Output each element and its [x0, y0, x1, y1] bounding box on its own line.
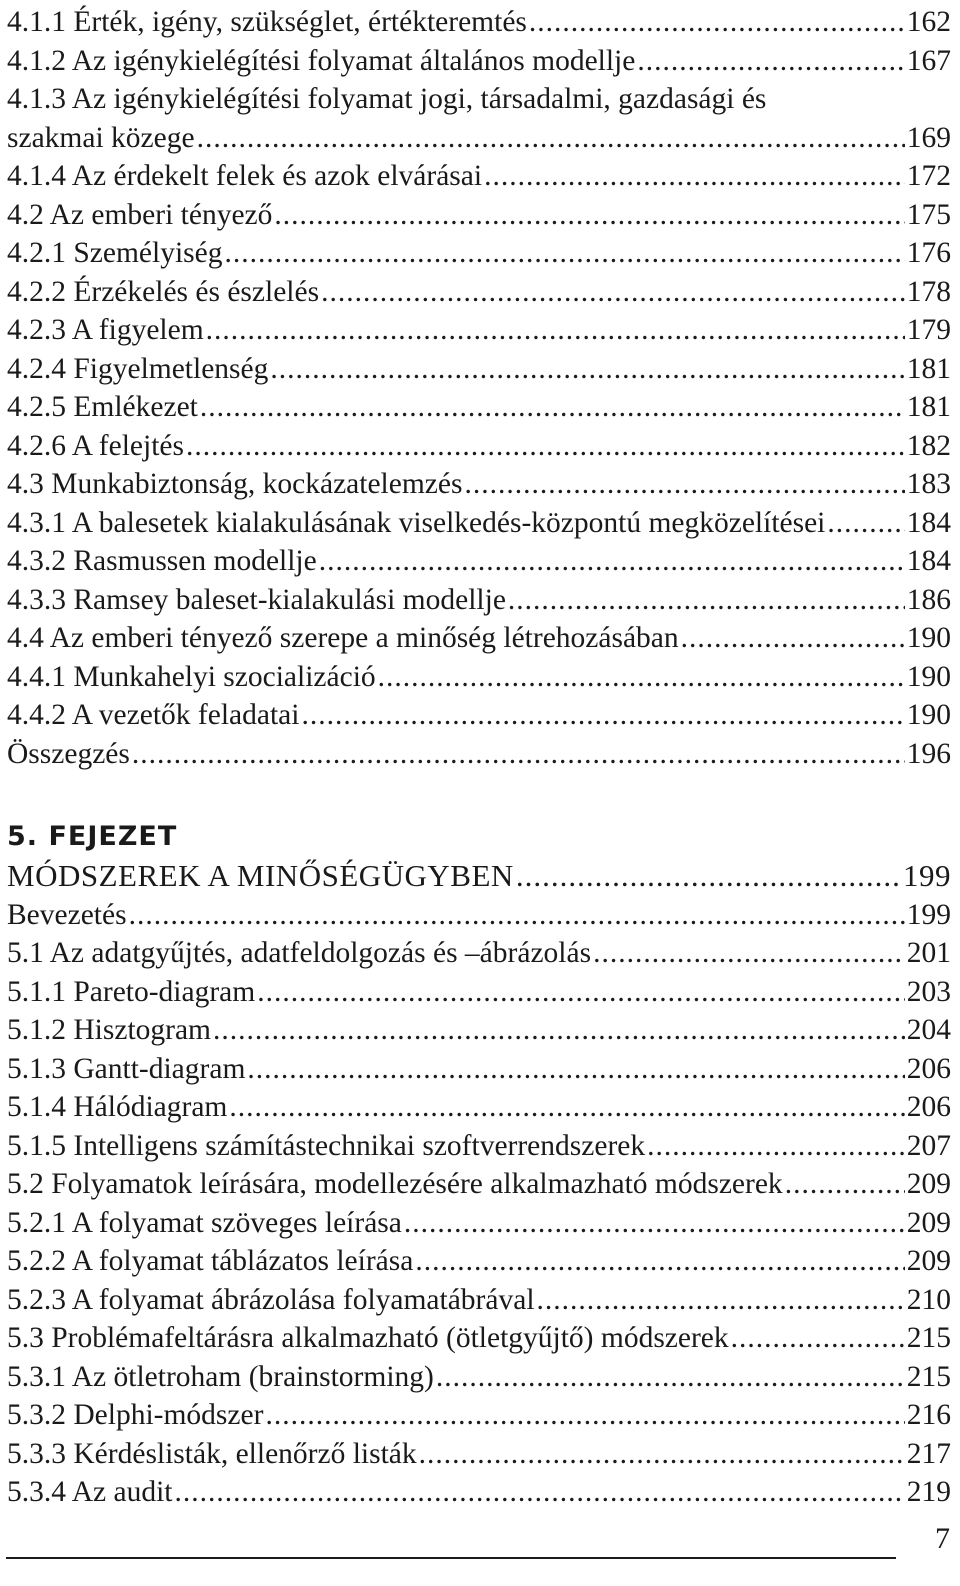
toc-section-chapter-4	[7, 3, 951, 773]
toc-entry[interactable]	[7, 896, 951, 935]
toc-entry[interactable]	[7, 42, 951, 81]
toc-entry-page: 219	[906, 1476, 951, 1508]
toc-entry-page: 206	[906, 1052, 951, 1085]
dot-leader	[537, 1281, 905, 1320]
toc-entry-page: 162	[906, 6, 951, 38]
toc-entry-label: 5.2.3 A folyamat ábrázolása folyamatábrával	[7, 1283, 535, 1316]
toc-entry[interactable]	[7, 1165, 951, 1204]
dot-leader	[197, 119, 905, 158]
toc-entry-page: 176	[906, 237, 951, 269]
toc-entry[interactable]	[7, 1281, 951, 1320]
toc-entry-page: 215	[906, 1322, 951, 1354]
dot-leader	[731, 1319, 905, 1358]
toc-entry[interactable]	[7, 973, 951, 1012]
dot-leader	[175, 1473, 905, 1512]
dot-leader	[593, 934, 905, 973]
chapter-label: 5. FEJEZET	[7, 821, 178, 852]
toc-entry-label: 5.3.2 Delphi-módszer	[7, 1399, 264, 1431]
dot-leader	[229, 1088, 904, 1127]
toc-entry-label: 5.1 Az adatgyűjtés, adatfeldolgozás és –ábrázolás	[7, 937, 592, 969]
dot-leader	[827, 504, 904, 543]
toc-entry[interactable]	[7, 427, 951, 466]
dot-leader	[129, 896, 905, 935]
dot-leader	[301, 696, 904, 735]
dot-leader	[265, 1396, 904, 1435]
toc-entry[interactable]	[7, 1473, 951, 1512]
dot-leader	[404, 1204, 905, 1243]
toc-entry-label: 4.4.1 Munkahelyi szocializáció	[7, 660, 376, 693]
toc-entry[interactable]	[7, 119, 951, 158]
dot-leader	[436, 1358, 905, 1397]
toc-entry-label: 5.1.2 Hisztogram	[7, 1014, 212, 1046]
toc-entry-label: 4.3.3 Ramsey baleset-kialakulási modellje	[7, 583, 506, 616]
toc-entry-page: 196	[906, 737, 951, 770]
toc-entry-label: 4.3.2 Rasmussen modellje	[7, 545, 317, 577]
toc-entry[interactable]	[7, 1435, 951, 1474]
toc-entry[interactable]	[7, 934, 951, 973]
toc-entry[interactable]	[7, 1204, 951, 1243]
toc-entry-page: 203	[906, 975, 951, 1008]
dot-leader	[516, 857, 901, 896]
dot-leader	[206, 311, 905, 350]
toc-entry-page: 181	[906, 352, 951, 385]
toc-entry-label: 5.2.2 A folyamat táblázatos leírása	[7, 1245, 414, 1277]
table-of-contents	[7, 3, 951, 1512]
toc-entry-page: 215	[906, 1360, 951, 1393]
toc-entry-page: 217	[906, 1437, 951, 1470]
toc-entry[interactable]	[7, 542, 951, 581]
toc-entry-label: 4.2.2 Érzékelés és észlelés	[7, 275, 320, 308]
chapter-title: MÓDSZEREK A MINŐSÉGÜGYBEN	[7, 858, 514, 893]
toc-entry[interactable]	[7, 234, 951, 273]
toc-entry-label: 4.2.5 Emlékezet	[7, 391, 198, 423]
toc-entry-page: 190	[906, 622, 951, 654]
toc-entry-label: 5.2 Folyamatok leírására, modellezésére alkalmazható módszerek	[7, 1168, 783, 1200]
toc-entry[interactable]	[7, 1011, 951, 1050]
toc-entry-page: 204	[906, 1014, 951, 1046]
toc-entry-page: 175	[906, 198, 951, 231]
toc-entry-page: 172	[906, 160, 951, 192]
dot-leader	[200, 388, 905, 427]
toc-entry[interactable]	[7, 1319, 951, 1358]
dot-leader	[321, 273, 905, 312]
toc-entry-label: 4.3.1 A balesetek kialakulásának viselkedés-központú megközelítései	[7, 506, 826, 539]
toc-entry[interactable]	[7, 1396, 951, 1435]
toc-entry[interactable]	[7, 388, 951, 427]
toc-entry-label: 5.3 Problémafeltárásra alkalmazható (ötletgyűjtő) módszerek	[7, 1322, 729, 1354]
toc-entry[interactable]	[7, 3, 951, 42]
dot-leader	[224, 234, 904, 273]
dot-leader	[132, 735, 905, 774]
toc-entry-label: Bevezetés	[7, 898, 127, 931]
toc-entry-label: 5.1.3 Gantt-diagram	[7, 1052, 246, 1085]
toc-entry-page: 190	[906, 699, 951, 731]
chapter-gap	[7, 773, 951, 817]
footer-rule	[6, 1557, 896, 1559]
dot-leader	[785, 1165, 905, 1204]
dot-leader	[508, 581, 905, 620]
toc-entry-page: 184	[906, 545, 951, 577]
toc-entry-label: 5.2.1 A folyamat szöveges leírása	[7, 1206, 402, 1239]
toc-section-chapter-5	[7, 896, 951, 1512]
toc-entry-label: 4.1.4 Az érdekelt felek és azok elvárásai	[7, 160, 483, 192]
dot-leader	[186, 427, 905, 466]
toc-entry-label: 4.4 Az emberi tényező szerepe a minőség létrehozásában	[7, 622, 679, 654]
dot-leader	[464, 465, 904, 504]
dot-leader	[257, 973, 905, 1012]
toc-entry[interactable]	[7, 696, 951, 735]
dot-leader	[213, 1011, 905, 1050]
toc-entry[interactable]	[7, 619, 951, 658]
dot-leader	[319, 542, 905, 581]
toc-entry-label: 5.1.5 Intelligens számítástechnikai szoftverrendszerek	[7, 1129, 646, 1162]
toc-entry-label: 4.2 Az emberi tényező	[7, 198, 273, 231]
toc-entry-label: Összegzés	[7, 737, 130, 770]
toc-entry-label: 4.2.3 A figyelem	[7, 314, 204, 346]
toc-entry-page: 209	[906, 1206, 951, 1239]
toc-entry-label: 5.3.1 Az ötletroham (brainstorming)	[7, 1360, 434, 1393]
toc-entry-page: 209	[906, 1245, 951, 1277]
toc-entry-label: 4.4.2 A vezetők feladatai	[7, 699, 300, 731]
toc-entry-page: 186	[906, 583, 951, 616]
dot-leader	[647, 1127, 905, 1166]
toc-entry[interactable]	[7, 658, 951, 697]
toc-entry-label: 5.3.3 Kérdéslisták, ellenőrző listák	[7, 1437, 417, 1470]
toc-entry-label: 5.1.1 Pareto-diagram	[7, 975, 256, 1008]
toc-entry-page: 190	[906, 660, 951, 693]
toc-entry-page: 210	[906, 1283, 951, 1316]
toc-entry[interactable]	[7, 1088, 951, 1127]
toc-entry-page: 179	[906, 314, 951, 346]
dot-leader	[415, 1242, 904, 1281]
toc-entry-page: 209	[906, 1168, 951, 1200]
toc-entry[interactable]	[7, 273, 951, 312]
toc-entry-page: 184	[906, 506, 951, 539]
toc-entry[interactable]	[7, 157, 951, 196]
toc-entry-label: 4.2.1 Személyiség	[7, 237, 223, 269]
toc-entry-label: 4.1.2 Az igénykielégítési folyamat általános modellje	[7, 44, 636, 77]
toc-entry-label: szakmai közege	[7, 121, 195, 154]
toc-entry-page: 178	[906, 275, 951, 308]
dot-leader	[681, 619, 905, 658]
toc-entry-label: 4.2.4 Figyelmetlenség	[7, 352, 269, 385]
toc-entry-page: 183	[906, 468, 951, 500]
toc-entry[interactable]	[7, 735, 951, 774]
dot-leader	[419, 1435, 905, 1474]
toc-entry[interactable]	[7, 1242, 951, 1281]
dot-leader	[637, 42, 904, 81]
toc-entry-label: 5.3.4 Az audit	[7, 1476, 173, 1508]
dot-leader	[270, 350, 904, 389]
toc-entry[interactable]	[7, 1050, 951, 1089]
toc-entry-label: 4.3 Munkabiztonság, kockázatelemzés	[7, 468, 463, 500]
toc-entry-page: 182	[906, 429, 951, 462]
dot-leader	[484, 157, 905, 196]
toc-entry-page: 201	[906, 937, 951, 969]
toc-entry-page: 199	[906, 898, 951, 931]
chapter-title-entry[interactable]	[7, 857, 951, 896]
dot-leader	[274, 196, 904, 235]
toc-entry-page: 207	[906, 1129, 951, 1162]
toc-entry-label: 5.1.4 Hálódiagram	[7, 1091, 228, 1123]
toc-entry-page: 167	[906, 44, 951, 77]
toc-entry-label: 4.1.3 Az igénykielégítési folyamat jogi, társadalmi, gazdasági és	[7, 83, 767, 115]
toc-entry-page: 169	[906, 121, 951, 154]
page-number: 7	[935, 1522, 950, 1555]
toc-entry-label: 4.1.1 Érték, igény, szükséglet, értékteremtés	[7, 6, 527, 38]
dot-leader	[247, 1050, 904, 1089]
toc-entry[interactable]	[7, 465, 951, 504]
toc-entry[interactable]	[7, 311, 951, 350]
toc-entry-page: 181	[906, 391, 951, 423]
toc-entry[interactable]	[7, 350, 951, 389]
toc-entry[interactable]	[7, 196, 951, 235]
toc-entry-page: 216	[906, 1399, 951, 1431]
toc-entry[interactable]	[7, 504, 951, 543]
toc-entry[interactable]	[7, 1127, 951, 1166]
chapter-title-page: 199	[903, 858, 951, 893]
toc-entry[interactable]	[7, 581, 951, 620]
toc-entry-page: 206	[906, 1091, 951, 1123]
toc-entry-label: 4.2.6 A felejtés	[7, 429, 184, 462]
toc-entry[interactable]	[7, 80, 951, 119]
dot-leader	[378, 658, 905, 697]
dot-leader	[529, 3, 905, 42]
toc-entry[interactable]	[7, 1358, 951, 1397]
